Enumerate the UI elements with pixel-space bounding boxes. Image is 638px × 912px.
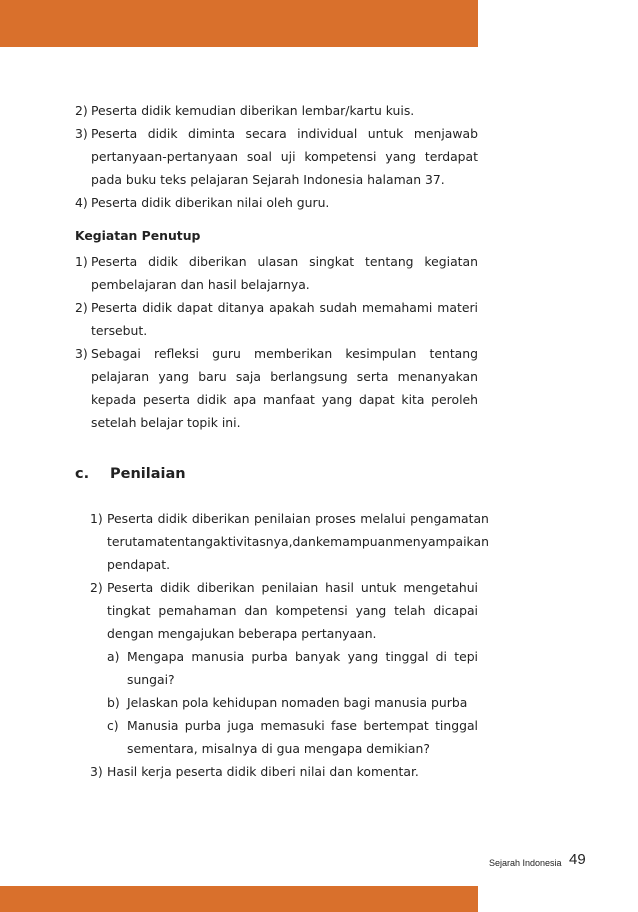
item-number: 3) xyxy=(90,764,103,779)
item-text: Peserta didik diberikan nilai oleh guru. xyxy=(91,195,330,210)
item-text: Peserta didik diberikan penilaian proses melalui pengamatan terutamatentangaktivitasnya,dankemampuanmenyampaikan pendapat. xyxy=(107,511,489,572)
item-text: Peserta didik kemudian diberikan lembar/kartu kuis. xyxy=(91,103,415,118)
question-item xyxy=(107,645,478,691)
item-text: Hasil kerja peserta didik diberi nilai dan komentar. xyxy=(107,764,419,779)
item-text: Peserta didik diminta secara individual untuk menjawab pertanyaan-pertanyaan soal uji kompetensi yang terdapat pada buku teks pelajaran Sejarah Indonesia halaman 37. xyxy=(91,126,478,187)
item-text: Sebagai refleksi guru memberikan kesimpulan tentang pelajaran yang baru saja berlangsung serta menanyakan kepada peserta didik apa manfaat yang dapat kita peroleh setelah belajar topik ini. xyxy=(91,346,478,430)
list-item xyxy=(75,191,478,214)
list-item xyxy=(75,99,478,122)
item-text: Peserta didik dapat ditanya apakah sudah memahami materi tersebut. xyxy=(91,300,478,338)
item-text: Peserta didik diberikan penilaian hasil untuk mengetahui tingkat pemahaman dan kompetensi yang telah dicapai dengan mengajukan beberapa pertanyaan. xyxy=(107,580,478,641)
item-number: 2) xyxy=(75,103,88,118)
item-number: 2) xyxy=(90,580,103,595)
list-item xyxy=(90,760,478,783)
list-item xyxy=(75,122,478,191)
list-item xyxy=(75,296,478,342)
question-letter: a) xyxy=(107,649,120,664)
question-text: Manusia purba juga memasuki fase bertempat tinggal sementara, misalnya di gua mengapa demikian? xyxy=(127,718,478,756)
list-item xyxy=(75,342,478,434)
question-letter: c) xyxy=(107,718,119,733)
list-item xyxy=(75,250,478,296)
list-item xyxy=(90,507,489,576)
question-letter: b) xyxy=(107,695,120,710)
assessment-list xyxy=(90,507,489,783)
section-heading xyxy=(75,466,186,482)
item-number: 2) xyxy=(75,300,88,315)
closing-section xyxy=(75,224,478,434)
footer-book-title: Sejarah Indonesia xyxy=(489,858,562,868)
item-number: 1) xyxy=(75,254,88,269)
item-number: 3) xyxy=(75,346,88,361)
section-title: Penilaian xyxy=(110,466,186,482)
item-text: Peserta didik diberikan ulasan singkat tentang kegiatan pembelajaran dan hasil belajarnya. xyxy=(91,254,478,292)
question-item xyxy=(107,691,478,714)
list-item xyxy=(90,576,478,645)
question-text: Jelaskan pola kehidupan nomaden bagi manusia purba xyxy=(127,695,468,710)
activity-list xyxy=(75,99,478,214)
question-text: Mengapa manusia purba banyak yang tinggal di tepi sungai? xyxy=(127,649,478,687)
item-number: 1) xyxy=(90,511,103,526)
closing-heading: Kegiatan Penutup xyxy=(75,228,201,243)
question-list xyxy=(107,645,478,760)
item-number: 4) xyxy=(75,195,88,210)
footer-bar xyxy=(0,886,478,912)
page-number: 49 xyxy=(569,851,586,868)
section-letter: c. xyxy=(75,466,90,482)
question-item xyxy=(107,714,478,760)
item-number: 3) xyxy=(75,126,88,141)
header-bar xyxy=(0,0,478,47)
